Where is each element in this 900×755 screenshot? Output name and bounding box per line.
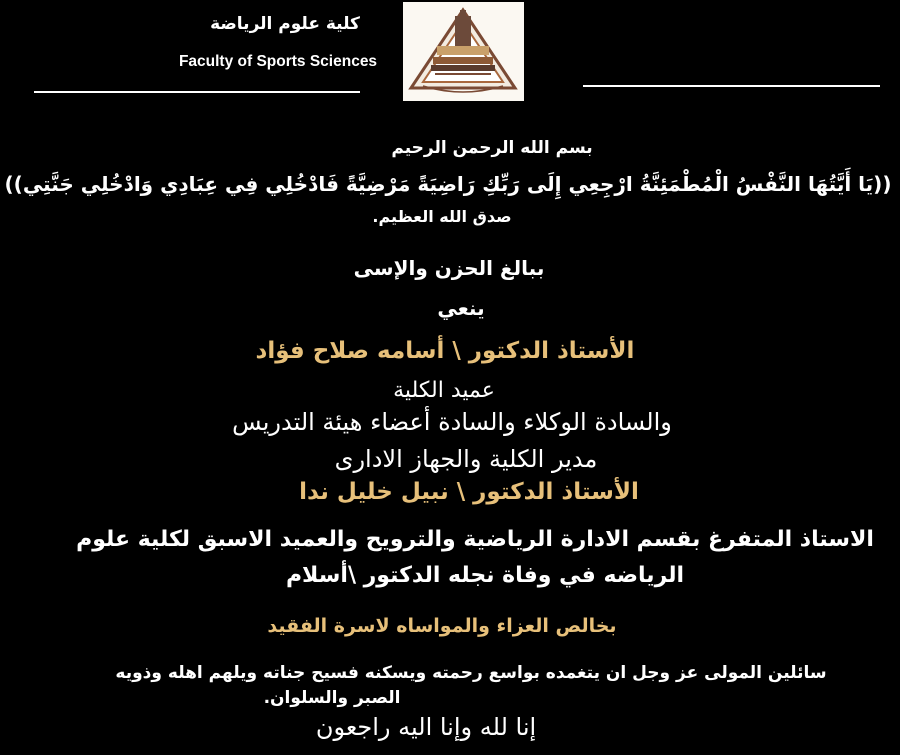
inna-lillah: إنا لله وإنا اليه راجعون (315, 713, 537, 741)
faculty-name-english: Faculty of Sports Sciences (178, 53, 378, 70)
faculty-logo (403, 2, 524, 101)
prayer-line1: سائلين المولى عز وجل ان يتغمده بواسع رحمته ويسكنه فسيح جناته ويلهم اهله وذويه (115, 663, 827, 683)
basmala: بسم الله الرحمن الرحيم (391, 138, 593, 158)
faculty-name-arabic: كلية علوم الرياضة (210, 14, 360, 34)
quran-verse: ((يَا أَيَّتُهَا النَّفْسُ الْمُطْمَئِنَّةُ ارْجِعِي إِلَى رَبِّكِ رَاضِيَةً مَرْضِيَّةً فَادْخُلِي فِي عِبَادِي وَادْخُلِي جَنَّتِي)) (4, 172, 892, 196)
dean-title: عميد الكلية (393, 378, 495, 403)
professor-description-line2: الرياضه في وفاة نجله الدكتور \أسلام (285, 563, 685, 588)
sorrow-heading: ببالغ الحزن والإسى (353, 256, 545, 280)
header-divider-right (583, 85, 880, 87)
professor-name: الأستاذ الدكتور \ نبيل خليل ندا (299, 479, 639, 505)
condolence-line: بخالص العزاء والمواساه لاسرة الفقيد (267, 615, 617, 637)
header-divider-left (34, 91, 360, 93)
prayer-line2: الصبر والسلوان. (263, 688, 401, 708)
sadaq-allah: صدق الله العظيم. (372, 207, 512, 226)
mourns-heading: ينعي (437, 296, 485, 320)
staff-line: والسادة الوكلاء والسادة أعضاء هيئة التدريس (232, 408, 672, 436)
admin-line: مدير الكلية والجهاز الادارى (334, 445, 598, 473)
professor-description-line1: الاستاذ المتفرغ بقسم الادارة الرياضية والترويح والعميد الاسبق لكلية علوم (76, 527, 874, 552)
dean-name: الأستاذ الدكتور \ أسامه صلاح فؤاد (255, 338, 635, 364)
